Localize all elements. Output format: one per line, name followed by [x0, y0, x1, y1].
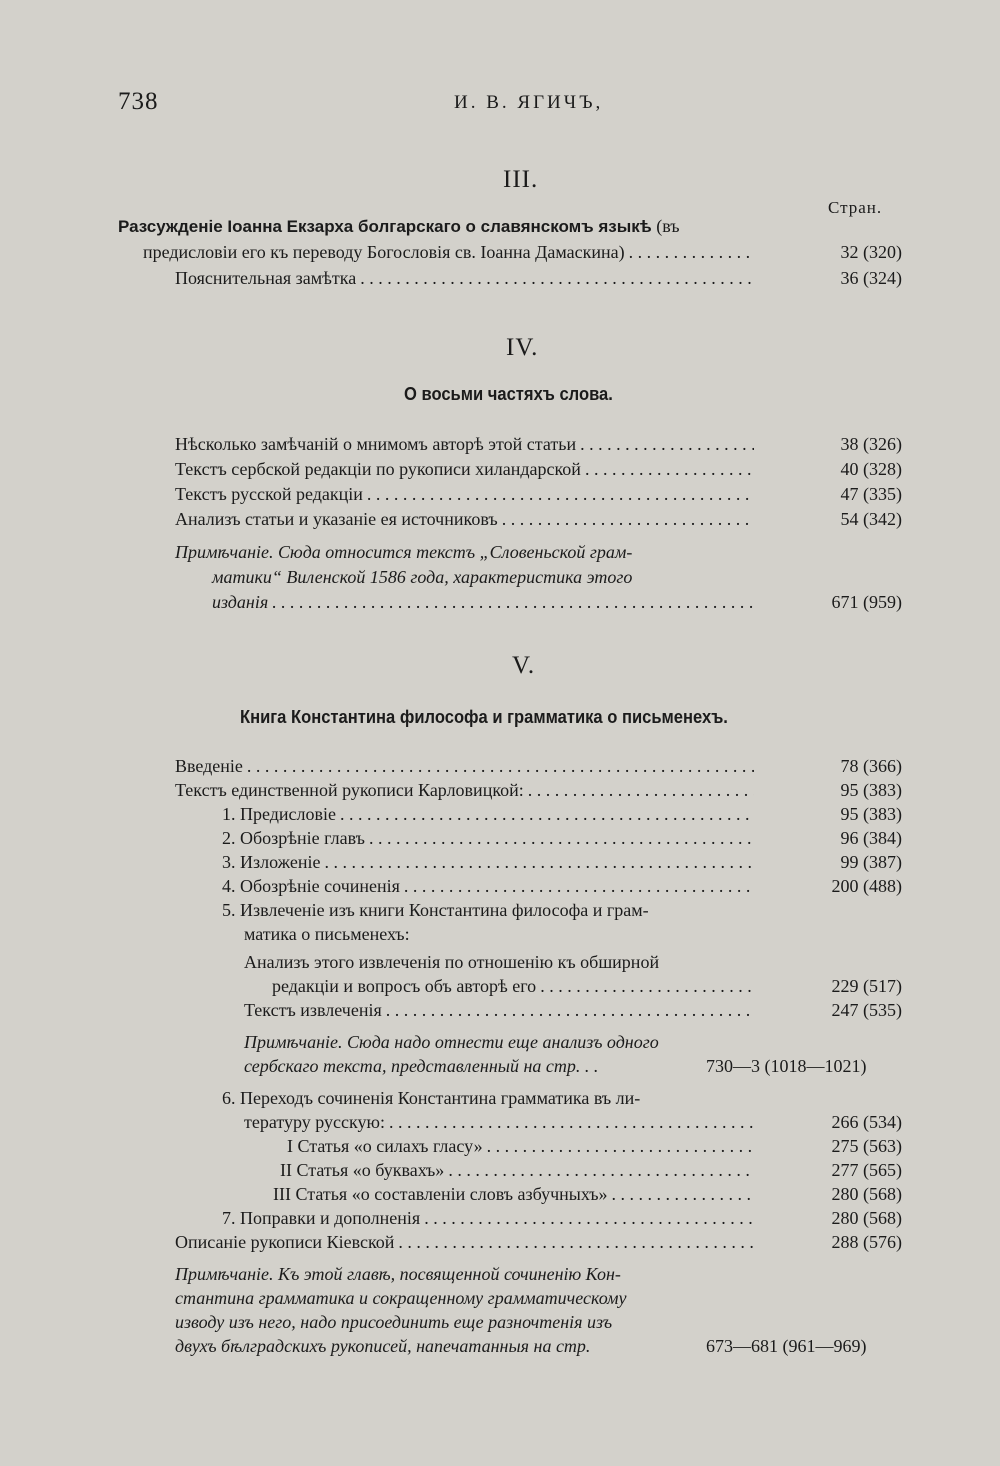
- section-iv-note-line1: Примѣчаніе. Сюда относится текстъ „Словеньской грам-: [175, 542, 633, 562]
- toc-entry: Текстъ единственной рукописи Карловицкой: . . .: [175, 778, 758, 802]
- toc-entry: 7. Поправки и дополненія . . .: [222, 1206, 758, 1230]
- toc-entry: Введеніе . . .: [175, 754, 758, 778]
- toc-page: 54 (342): [840, 509, 902, 529]
- toc-page: 40 (328): [840, 459, 902, 479]
- toc-page: 277 (565): [831, 1160, 902, 1180]
- running-head: И. В. ЯГИЧЪ,: [454, 92, 604, 113]
- toc-subentry: III Статья «о составленіи словъ азбучныхъ» . . .: [273, 1182, 758, 1206]
- section-iv-title: О восьми частяхъ слова.: [404, 384, 613, 404]
- dot-leader: [487, 1134, 754, 1158]
- note-b-line2: стантина грамматика и сокращенному грамматическому: [175, 1288, 627, 1308]
- item6-line2: тературу русскую: . . .: [244, 1110, 758, 1134]
- section-numeral-iii: III.: [503, 166, 539, 193]
- toc-page: 36 (324): [840, 268, 902, 288]
- toc-entry: Текстъ русской редакціи . . .: [175, 482, 758, 506]
- note-b-line3: изводу изъ него, надо присоединить еще разночтенія изъ: [175, 1312, 613, 1332]
- item6-line1: 6. Переходъ сочиненія Константина грамматика въ ли-: [222, 1088, 641, 1108]
- page-number: 738: [118, 88, 159, 115]
- note-b-line1: Примѣчаніе. Къ этой главѣ, посвященной сочиненію Кон-: [175, 1264, 621, 1284]
- dot-leader: [404, 874, 754, 898]
- toc-page: 95 (383): [840, 780, 902, 800]
- dot-leader: [580, 432, 754, 456]
- section-iv-note-line2: матики“ Виленской 1586 года, характеристика этого: [212, 567, 633, 587]
- dot-leader: [612, 1182, 754, 1206]
- dot-leader: [389, 1110, 754, 1134]
- toc-entry: Описаніе рукописи Кіевской . . .: [175, 1230, 758, 1254]
- toc-page: 288 (576): [831, 1232, 902, 1252]
- dot-leader: [386, 998, 754, 1022]
- toc-page: 78 (366): [840, 756, 902, 776]
- toc-entry: 2. Обозрѣніе главъ . . .: [222, 826, 758, 850]
- dot-leader: [369, 826, 754, 850]
- toc-entry: Пояснительная замѣтка . . .: [175, 266, 758, 290]
- section-iv-note-line3: изданія . . .: [212, 590, 758, 614]
- dot-leader: [585, 457, 754, 481]
- toc-page: 99 (387): [840, 852, 902, 872]
- dot-leader: [360, 266, 754, 290]
- section-iii-title-rest: (въ: [656, 216, 680, 236]
- dot-leader: [324, 850, 754, 874]
- dot-leader: [448, 1158, 754, 1182]
- toc-page: 200 (488): [831, 876, 902, 896]
- dot-leader: [540, 974, 754, 998]
- section-iv-note-page: 671 (959): [831, 592, 902, 612]
- toc-page: 275 (563): [831, 1136, 902, 1156]
- page-column-label: Стран.: [828, 198, 883, 217]
- dot-leader: [367, 482, 754, 506]
- toc-page: 280 (568): [831, 1184, 902, 1204]
- item6-page: 266 (534): [831, 1112, 902, 1132]
- toc-entry: 4. Обозрѣніе сочиненія . . .: [222, 874, 758, 898]
- toc-entry: 3. Изложеніе . . .: [222, 850, 758, 874]
- note-b-page: 673—681 (961—969): [706, 1336, 867, 1356]
- toc-page: 47 (335): [840, 484, 902, 504]
- section-iii-title: [118, 214, 680, 239]
- toc-subentry: I Статья «о силахъ гласу» . . .: [287, 1134, 758, 1158]
- text-extract-entry: Текстъ извлеченія . . .: [244, 998, 758, 1022]
- toc-entry: Анализъ статьи и указаніе ея источниковъ . . .: [175, 507, 758, 531]
- item5-line2: матика о письменехъ:: [244, 924, 410, 944]
- dot-leader: [340, 802, 754, 826]
- toc-page: 95 (383): [840, 804, 902, 824]
- analysis-page: 229 (517): [831, 976, 902, 996]
- note-a-page: 730—3 (1018—1021): [706, 1056, 867, 1076]
- toc-page: 38 (326): [840, 434, 902, 454]
- toc-entry: Нѣсколько замѣчаній о мнимомъ авторѣ этой статьи . . .: [175, 432, 758, 456]
- dot-leader: [528, 778, 754, 802]
- section-numeral-v: V.: [512, 652, 536, 679]
- dot-leader: [629, 240, 754, 264]
- dot-leader: [272, 590, 754, 614]
- section-numeral-iv: IV.: [506, 334, 539, 361]
- dot-leader: [247, 754, 754, 778]
- dot-leader: [424, 1206, 754, 1230]
- toc-entry: 1. Предисловіе . . .: [222, 802, 758, 826]
- note-b-line4: двухъ бѣлградскихъ рукописей, напечатанныя на стр.: [175, 1336, 591, 1356]
- toc-page: 280 (568): [831, 1208, 902, 1228]
- toc-subentry: II Статья «о буквахъ» . . .: [280, 1158, 758, 1182]
- item5-line1: 5. Извлеченіе изъ книги Константина философа и грам-: [222, 900, 649, 920]
- note-a-line2: сербскаго текста, представленный на стр. . .: [244, 1056, 599, 1076]
- section-iii-title-line2: предисловіи его къ переводу Богословія св. Іоанна Дамаскина) . . .: [143, 240, 758, 264]
- text-extract-page: 247 (535): [831, 1000, 902, 1020]
- section-iii-title-bold: Разсужденіе Іоанна Екзарха болгарскаго о славянскомъ языкѣ: [118, 217, 652, 236]
- analysis-line2: редакціи и вопросъ объ авторѣ его . . .: [272, 974, 758, 998]
- section-iii-title-page: 32 (320): [840, 242, 902, 262]
- section-v-title: Книга Константина философа и грамматика о письменехъ.: [240, 707, 728, 727]
- analysis-line1: Анализъ этого извлеченія по отношенію къ обширной: [244, 952, 660, 972]
- toc-page: 96 (384): [840, 828, 902, 848]
- toc-entry: Текстъ сербской редакціи по рукописи хиландарской . . .: [175, 457, 758, 481]
- dot-leader: [398, 1230, 754, 1254]
- dot-leader: [502, 507, 754, 531]
- note-a-line1: Примѣчаніе. Сюда надо отнести еще анализъ одного: [244, 1032, 659, 1052]
